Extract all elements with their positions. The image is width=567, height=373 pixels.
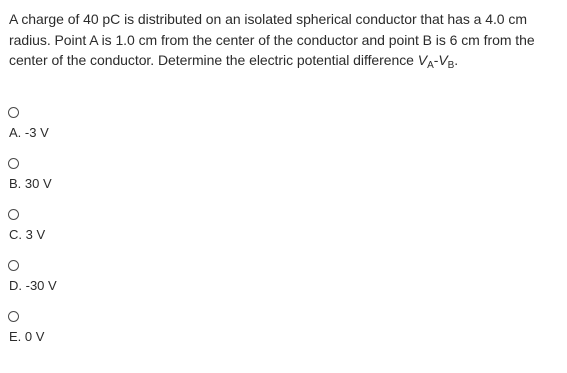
answer-option-c[interactable] xyxy=(8,209,208,249)
answer-option-d[interactable] xyxy=(8,260,208,300)
radio-button-icon[interactable] xyxy=(8,107,19,118)
answer-option-b[interactable] xyxy=(8,158,208,198)
radio-button-icon[interactable] xyxy=(8,311,19,322)
radio-button-icon[interactable] xyxy=(8,260,19,271)
question-period: . xyxy=(454,52,459,68)
option-label[interactable]: A. -3 V xyxy=(9,125,49,140)
potential-symbol-b: V xyxy=(438,52,448,68)
option-label[interactable]: E. 0 V xyxy=(9,329,45,344)
subscript-a: A xyxy=(427,60,434,71)
answer-option-e[interactable] xyxy=(8,311,208,351)
radio-button-icon[interactable] xyxy=(8,158,19,169)
radio-button-icon[interactable] xyxy=(8,209,19,220)
subscript-b: B xyxy=(447,60,455,71)
potential-symbol-a: V xyxy=(417,52,428,68)
question-body: A charge of 40 pC is distributed on an isolated spherical conductor that has a 4.0 cm radius. Point A is 1.0 cm from the center of the conductor and point B is 6 cm from the center of the conductor. Determine the electric potential difference xyxy=(9,11,535,68)
option-label[interactable]: B. 30 V xyxy=(9,176,52,191)
option-label[interactable]: D. -30 V xyxy=(9,278,57,293)
answer-option-a[interactable] xyxy=(8,107,208,147)
difference-dash: - xyxy=(433,52,439,68)
option-label[interactable]: C. 3 V xyxy=(9,227,46,242)
question-text xyxy=(9,9,561,71)
